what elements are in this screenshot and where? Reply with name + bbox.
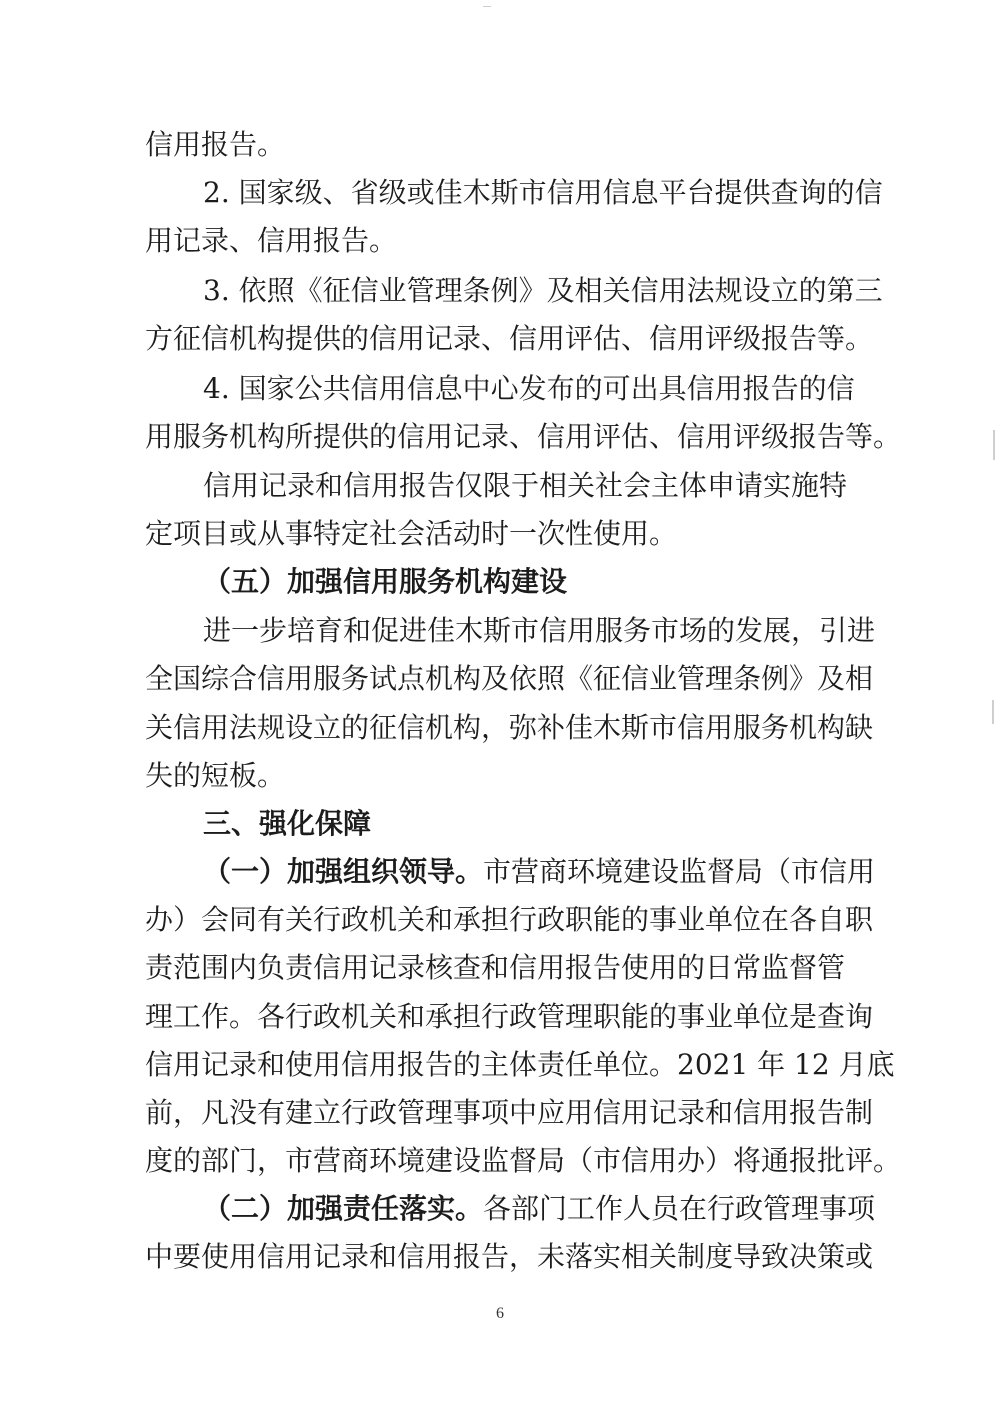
- text-line: 定项目或从事特定社会活动时一次性使用。: [145, 517, 678, 550]
- scan-artifact: [993, 430, 995, 460]
- text-run: 市营商环境建设监督局（市信用: [483, 855, 876, 888]
- text-line: 关信用法规设立的征信机构，弥补佳木斯市信用服务机构缺: [145, 711, 874, 744]
- text-line: 理工作。各行政机关和承担行政管理职能的事业单位是查询: [145, 1000, 874, 1033]
- chapter-heading: 三、强化保障: [203, 807, 372, 840]
- text-line: 信用记录和使用信用报告的主体责任单位。2021 年 12 月底: [145, 1048, 895, 1081]
- paragraph-first-line: [203, 852, 876, 892]
- page-number: 6: [496, 1305, 504, 1322]
- text-line: 全国综合信用服务试点机构及依照《征信业管理条例》及相: [145, 662, 874, 695]
- bold-subheading: （二）加强责任落实。: [203, 1192, 484, 1225]
- bold-subheading: （一）加强组织领导。: [203, 855, 484, 888]
- paragraph-first-line: [203, 1189, 876, 1229]
- text-line: 失的短板。: [145, 759, 286, 792]
- text-line: 信用记录和信用报告仅限于相关社会主体申请实施特: [203, 469, 848, 502]
- text-line: 前，凡没有建立行政管理事项中应用信用记录和信用报告制: [145, 1096, 874, 1129]
- scan-artifact: [483, 6, 491, 7]
- text-line: 信用报告。: [145, 128, 286, 161]
- text-line: 方征信机构提供的信用记录、信用评估、信用评级报告等。: [145, 322, 874, 355]
- scan-artifact: [992, 700, 994, 724]
- text-line: 中要使用信用记录和信用报告，未落实相关制度导致决策或: [145, 1240, 874, 1273]
- text-line: 进一步培育和促进佳木斯市信用服务市场的发展，引进: [203, 614, 876, 647]
- text-run: 各部门工作人员在行政管理事项: [483, 1192, 876, 1225]
- text-line: 3. 依照《征信业管理条例》及相关信用法规设立的第三: [203, 274, 883, 307]
- text-line: 责范围内负责信用记录核查和信用报告使用的日常监督管: [145, 951, 846, 984]
- text-line: 度的部门，市营商环境建设监督局（市信用办）将通报批评。: [145, 1144, 902, 1177]
- section-heading: （五）加强信用服务机构建设: [203, 565, 568, 598]
- text-line: 用服务机构所提供的信用记录、信用评估、信用评级报告等。: [145, 420, 902, 453]
- text-line: 办）会同有关行政机关和承担行政职能的事业单位在各自职: [145, 903, 874, 936]
- text-line: 用记录、信用报告。: [145, 224, 398, 257]
- text-line: 2. 国家级、省级或佳木斯市信用信息平台提供查询的信: [203, 176, 883, 209]
- text-line: 4. 国家公共信用信息中心发布的可出具信用报告的信: [203, 372, 855, 405]
